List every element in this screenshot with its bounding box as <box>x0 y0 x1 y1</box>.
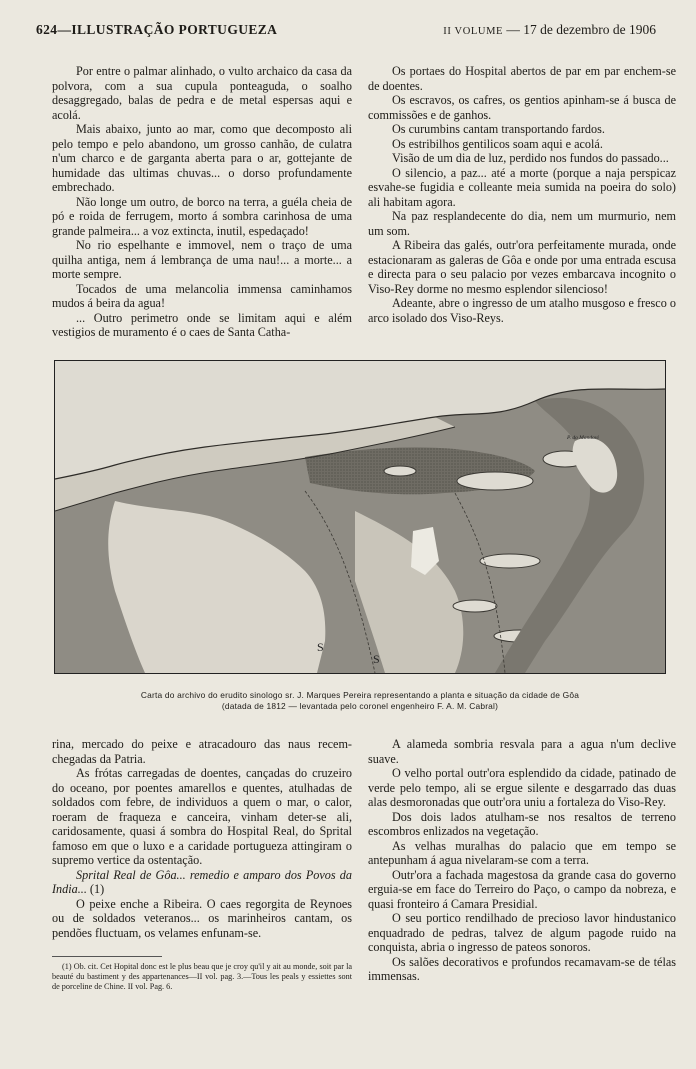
paragraph: Os curumbins cantam transportando fardos. <box>392 122 605 136</box>
column-top-right <box>368 64 676 348</box>
map-label: S <box>317 640 324 654</box>
paragraph: O velho portal outr'ora esplendido da cidade, patinado de verde pelo tempo, ali se ergue silente e desgarrado das duas alas desmoronadas que outr'ora uniu a fortaleza do Viso-Rey. <box>368 766 676 809</box>
lake <box>480 554 540 568</box>
map-label: S <box>373 652 380 666</box>
footnote-rule <box>52 956 162 957</box>
lake <box>453 600 497 612</box>
paragraph: Os escravos, os cafres, os gentios apinham-se á busca de commissões e de ganhos. <box>368 93 676 122</box>
lake <box>457 472 533 490</box>
column-bottom-left <box>52 737 352 955</box>
paragraph: No rio espelhante e immovel, nem o traço de uma quilha antiga, nem á lembrança de uma nau!... a morte... a morte sempre. <box>52 238 352 281</box>
paragraph: As velhas muralhas do palacio que em tempo se antepunham á agua nivelaram-se com a terra. <box>368 838 676 867</box>
map-label: P. do Mandovi <box>567 435 599 441</box>
paragraph: Tocados de uma melancolia immensa caminhamos mudos á beira da agua! <box>52 281 352 310</box>
paragraph: Os salões decorativos e profundos recamavam-se de télas immensas. <box>368 954 676 983</box>
paragraph: A Ribeira das galés, outr'ora perfeitamente murada, onde estacionaram as galeras de Gôa e onde por uma entrada escusa e directa para o seu palacio por vezes embarcava incognito o Viso-Rey dorme no mesmo esplendor silencioso! <box>368 238 676 296</box>
paragraph: Outr'ora a fachada magestosa da grande casa do governo erguia-se em face do Terreiro do Paço, o campo da nobreza, e quasi fronteiro á Camara Presidial. <box>368 867 676 911</box>
paragraph: Não longe um outro, de borco na terra, a guéla cheia de pó e roida de ferrugem, morto á sombra carinhosa de uma grande palmeira... a voz extincta, inutil, espedaçado! <box>52 194 352 238</box>
paragraph: As frótas carregadas de doentes, cançadas do cruzeiro do oceano, por poentes amarellos e quentes, atulhadas de soldados com febre, de individuos a quem o mar, o calor, roeram de fraqueza e canceira, vinham deter-se ali, caridosamente, quasi á sombra do Hospital Real, do Sprital famoso em que o luxo e a caridade portugueza attingiram o supremo vertice da ostentação. <box>52 766 352 867</box>
page-number-title: 624—ILLUSTRAÇÃO PORTUGUEZA <box>36 22 278 37</box>
paragraph: Os portaes do Hospital abertos de par em par enchem-se de doentes. <box>368 64 676 93</box>
paragraph: Por entre o palmar alinhado, o vulto archaico da casa da polvora, com a sua cupula ponteaguda, o soalho desaggregado, balas de pedra e de metal espersas aqui e acolá. <box>52 64 352 122</box>
issue-date <box>443 22 656 38</box>
paragraph: rina, mercado do peixe e atracadouro das naus recem-chegadas da Patria. <box>52 737 352 766</box>
paragraph: ... Outro perimetro onde se limitam aqui e além vestigios de muramento é o caes de Santa Catha- <box>52 310 352 339</box>
caption-line: (datada de 1812 — levantada pelo coronel engenheiro F. A. M. Cabral) <box>221 701 499 711</box>
footnote-ref: (1) <box>86 882 105 896</box>
column-bottom-right <box>368 737 676 1017</box>
italic-quote: Sprital Real de Gôa... remedio e amparo dos Povos da India... <box>52 867 352 896</box>
caption-line: Carta do archivo do erudito sinologo sr. J. Marques Pereira representando a planta e situação da cidade de Gôa <box>140 690 580 700</box>
page-header <box>36 22 656 42</box>
paragraph: Mais abaixo, junto ao mar, como que decomposto ali pelo tempo e pelo abandono, um grosso canhão, de culatra n'um charco e de garganta aberta para o ar, gottejante de humidade das ultimas chuvas... o dorso profundamente embrechado. <box>52 122 352 194</box>
map-caption <box>60 690 660 712</box>
column-top-left <box>52 64 352 348</box>
paragraph: Os estribilhos gentilicos soam aqui e acolá. <box>392 136 603 151</box>
paragraph: Na paz resplandecente do dia, nem um murmurio, nem um som. <box>368 209 676 238</box>
volume-label: II VOLUME <box>443 26 504 37</box>
goa-city-map <box>54 360 666 674</box>
paragraph: Dos dois lados atulham-se nos resaltos de terreno escombros enlizados na vegetação. <box>368 809 676 838</box>
map-illustration <box>55 361 665 673</box>
footnote <box>52 962 352 1034</box>
lake <box>384 466 416 476</box>
paragraph: Visão de um dia de luz, perdido nos fundos do passado... <box>392 151 669 165</box>
footnote-text: (1) Ob. cit. Cet Hopital donc est le plus beau que je croy qu'il y ait au monde, soit par la beauté du bastiment y des appartenances—II vol. pag. 3.—Tous les peals y essiettes sont de porceline de Chine. II vol. Pag. 6. <box>52 962 352 992</box>
paragraph: Adeante, abre o ingresso de um atalho musgoso e fresco o arco isolado dos Viso-Reys. <box>368 296 676 325</box>
paragraph <box>52 868 352 897</box>
paragraph: O peixe enche a Ribeira. O caes regorgita de Reynoes ou de soldados veteranos... os marinheiros cantam, os pendões fluctuam, os velames enfunam-se. <box>52 896 352 940</box>
paragraph: A alameda sombria resvala para a agua n'um declive suave. <box>368 737 676 766</box>
date-label: — 17 de dezembro de 1906 <box>506 22 656 37</box>
paragraph: O seu portico rendilhado de precioso lavor hindustanico enquadrado de pedras, talvez de algum pagode ruido na conquista, abria o ingresso de pateos sonoros. <box>368 911 676 954</box>
paragraph: O silencio, a paz... até a morte (porque a naja perspicaz esvahe-se fugidia e colleante meia sumida na poeira do solo) ali habitam agora. <box>368 165 676 209</box>
